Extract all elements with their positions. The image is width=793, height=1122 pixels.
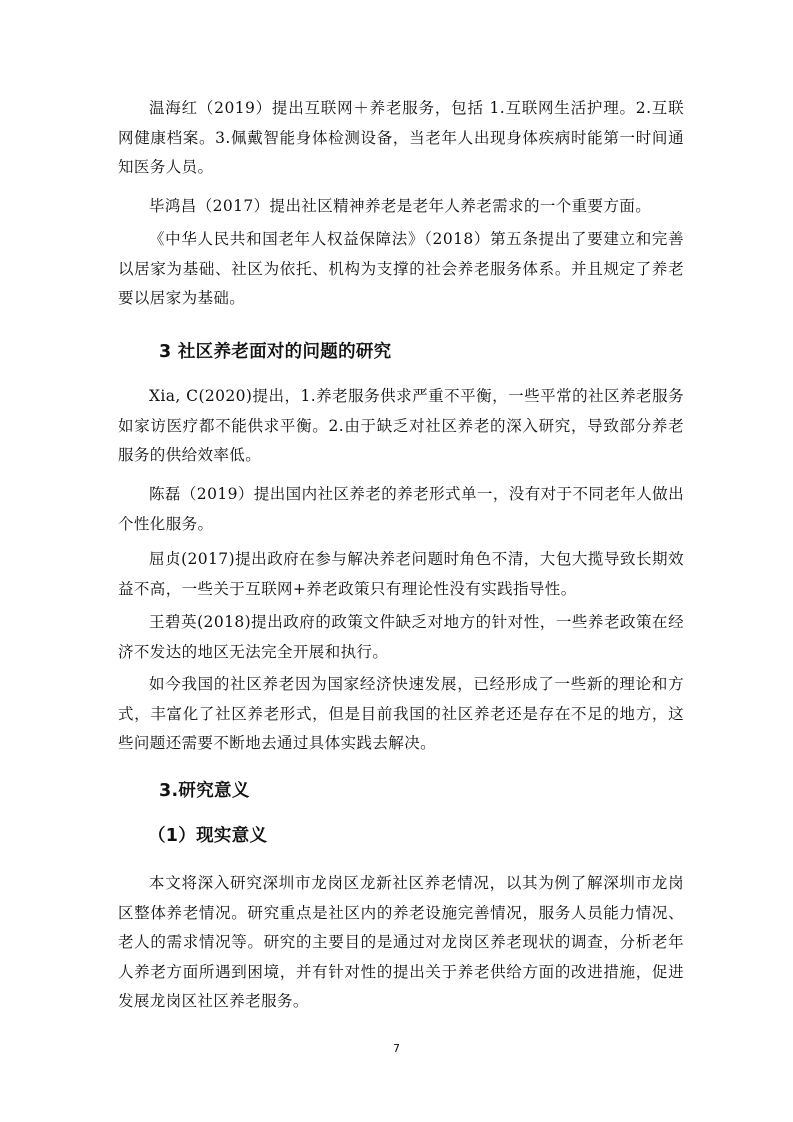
paragraph-research-purpose: 本文将深入研究深圳市龙岗区龙新社区养老情况，以其为例了解深圳市龙岗区整体养老情况。研究重点是社区内的养老设施完善情况，服务人员能力情况、老人的需求情况等。研究的主要目的是通过对龙岗区养老现状的调查，分析老年人养老方面所遇到困境，并有针对性的提出关于养老供给方面的改进措施，促进发展龙岗区社区养老服务。 — [118, 874, 684, 1010]
paragraph-chen-lei: 陈磊（2019）提出国内社区养老的养老形式单一，没有对于不同老年人做出个性化服务。 — [118, 485, 684, 533]
paragraph-wen-haihong: 温海红（2019）提出互联网＋养老服务，包括 1.互联网生活护理。2.互联网健康档案。3.佩戴智能身体检测设备，当老年人出现身体疾病时能第一时间通知医务人员。 — [118, 99, 684, 176]
paragraph-xia-c: Xia, C(2020)提出，1.养老服务供求严重不平衡，一些平常的社区养老服务如家访医疗都不能供求平衡。2.由于缺乏对社区养老的深入研究，导致部分养老服务的供给效率低。 — [118, 387, 684, 464]
subheading-practical-significance: （1）现实意义 — [148, 826, 268, 846]
paragraph-bi-hongchang: 毕鸿昌（2017）提出社区精神养老是老年人养老需求的一个重要方面。 — [149, 197, 652, 215]
section-heading-problems: 3 社区养老面对的问题的研究 — [159, 342, 392, 362]
page-number: 7 — [393, 1042, 400, 1055]
section-heading-significance: 3.研究意义 — [159, 781, 250, 801]
paragraph-wang-biying: 王碧英(2018)提出政府的政策文件缺乏对地方的针对性，一些养老政策在经济不发达的地区无法完全开展和执行。 — [118, 613, 684, 661]
paragraph-elderly-rights-law: 《中华人民共和国老年人权益保障法》（2018）第五条提出了要建立和完善以居家为基础、社区为依托、机构为支撑的社会养老服务体系。并且规定了养老要以居家为基础。 — [118, 230, 684, 307]
paragraph-qu-zhen: 屈贞(2017)提出政府在参与解决养老问题时角色不清，大包大揽导致长期效益不高，一些关于互联网+养老政策只有理论性没有实践指导性。 — [118, 550, 684, 598]
paragraph-current-situation: 如今我国的社区养老因为国家经济快速发展，已经形成了一些新的理论和方式，丰富化了社区养老形式，但是目前我国的社区养老还是存在不足的地方，这些问题还需要不断地去通过具体实践去解决。 — [118, 675, 684, 752]
